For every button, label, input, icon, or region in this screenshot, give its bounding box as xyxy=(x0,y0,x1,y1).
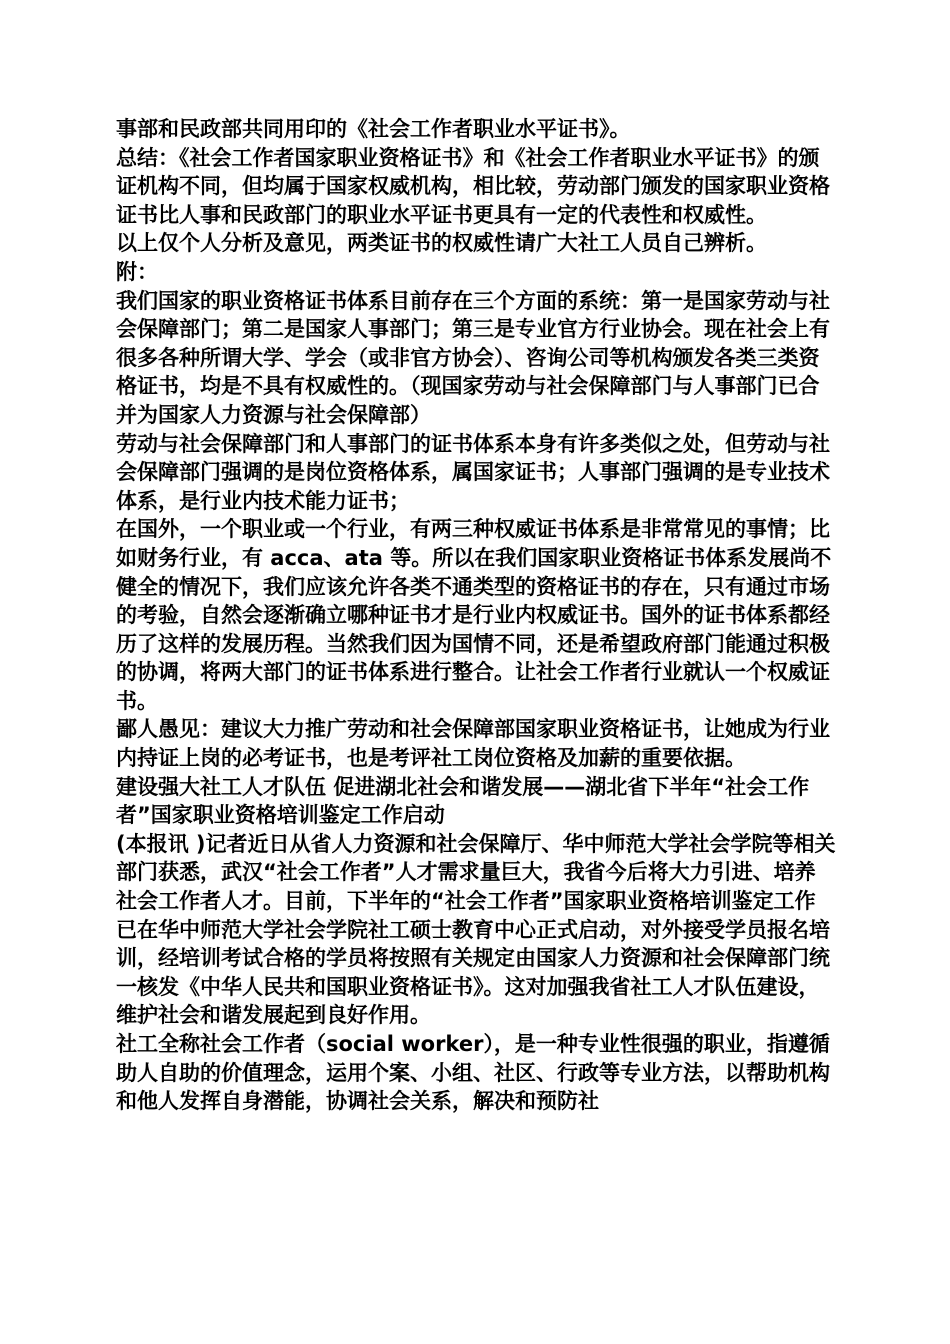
document-body xyxy=(116,115,836,1116)
paragraph-foreign-practice: 在国外，一个职业或一个行业，有两三种权威证书体系是非常常见的事情；比如财务行业，有 acca、ata 等。所以在我们国家职业资格证书体系发展尚不健全的情况下，我们应该允许各类不通类型的资格证书的存在，只有通过市场的考验，自然会逐渐确立哪种证书才是行业内权威证书。国外的证书体系都经历了这样的发展历程。当然我们因为国情不同，还是希望政府部门能通过积极的协调，将两大部门的证书体系进行整合。让社会工作者行业就认一个权威证书。 xyxy=(116,517,832,713)
paragraph-certificate-systems: 我们国家的职业资格证书体系目前存在三个方面的系统：第一是国家劳动与社会保障部门；第二是国家人事部门；第三是专业官方行业协会。现在社会上有很多各种所谓大学、学会（或非官方协会）、咨询公司等机构颁发各类三类资格证书，均是不具有权威性的。（现国家劳动与社会保障部门与人事部门已合并为国家人力资源与社会保障部） xyxy=(116,288,830,427)
paragraph-opinion: 以上仅个人分析及意见，两类证书的权威性请广大社工人员自己辨析。 xyxy=(116,231,767,256)
paragraph-recommendation: 鄙人愚见：建议大力推广劳动和社会保障部国家职业资格证书，让她成为行业内持证上岗的必考证书，也是考评社工岗位资格及加薪的重要依据。 xyxy=(116,717,830,771)
paragraph-news-body: (本报讯 )记者近日从省人力资源和社会保障厅、华中师范大学社会学院等相关部门获悉，武汉“社会工作者”人才需求量巨大，我省今后将大力引进、培养社会工作者人才。目前，下半年的“社会工作者”国家职业资格培训鉴定工作已在华中师范大学社会学院社工硕士教育中心正式启动，对外接受学员报名培训，经培训考试合格的学员将按照有关规定由国家人力资源和社会保障部门统一核发《中华人民共和国职业资格证书》。这对加强我省社工人才队伍建设，维护社会和谐发展起到良好作用。 xyxy=(116,831,836,1028)
paragraph-social-worker-definition: 社工全称社会工作者（social worker），是一种专业性很强的职业，指遵循助人自助的价值理念，运用个案、小组、社区、行政等专业方法，以帮助机构和他人发挥自身潜能，协调社会关系，解决和预防社 xyxy=(116,1032,830,1114)
paragraph-news-headline: 建设强大社工人才队伍 促进湖北社会和谐发展——湖北省下半年“社会工作者”国家职业资格培训鉴定工作启动 xyxy=(116,774,810,828)
paragraph-appendix-heading: 附： xyxy=(116,259,158,284)
paragraph-1: 事部和民政部共同用印的《社会工作者职业水平证书》。 xyxy=(116,117,631,141)
paragraph-summary: 总结：《社会工作者国家职业资格证书》和《社会工作者职业水平证书》的颁证机构不同，但均属于国家权威机构，相比较，劳动部门颁发的国家职业资格证书比人事和民政部门的职业水平证书更具有一定的代表性和权威性。 xyxy=(116,145,830,227)
paragraph-department-comparison: 劳动与社会保障部门和人事部门的证书体系本身有许多类似之处，但劳动与社会保障部门强调的是岗位资格体系，属国家证书；人事部门强调的是专业技术体系，是行业内技术能力证书； xyxy=(116,431,830,513)
